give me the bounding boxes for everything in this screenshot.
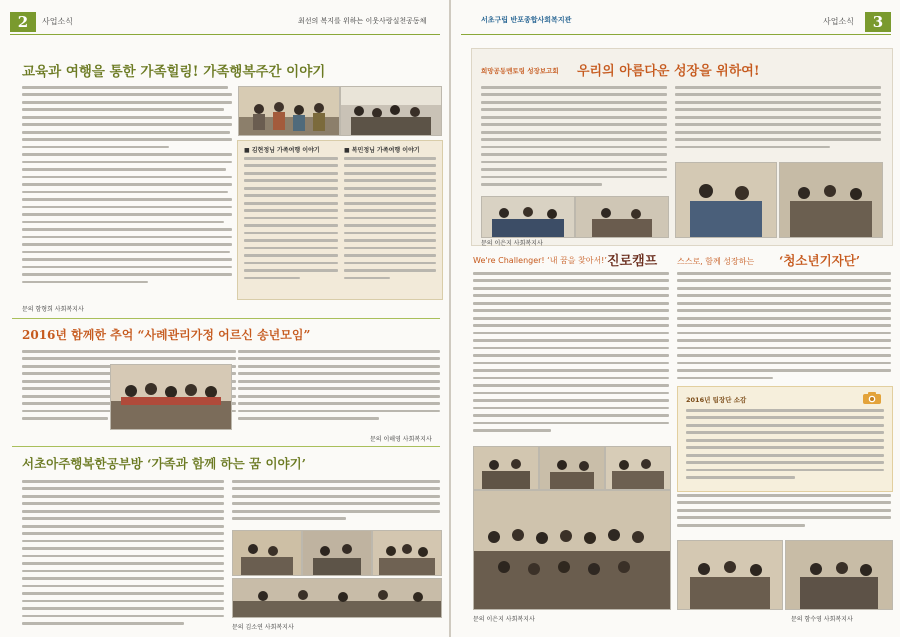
box-title: ■ 복민정님 가족여행 이야기: [344, 147, 420, 154]
box-title-text: 김현정님 가족여행 이야기: [251, 147, 320, 154]
event-photo: [110, 364, 232, 430]
article-kicker: 스스로, 함께 성장하는: [677, 257, 755, 266]
page-tagline: 최선의 복지를 위하는 이웃사랑실천공동체: [298, 17, 427, 25]
article-body: [473, 272, 669, 442]
article-body: [22, 480, 224, 630]
box-title: ■ 김현정님 가족여행 이야기: [244, 147, 320, 154]
event-photo: [779, 162, 883, 238]
article-credit: 문의 함수영 사회복지사: [791, 616, 853, 623]
article-body: [232, 480, 440, 524]
article-credit: 문의 이해영 사회복지사: [370, 436, 432, 443]
article-body: [238, 350, 440, 426]
section-label: 사업소식: [42, 17, 73, 26]
section-divider: [12, 446, 440, 447]
section-label: 사업소식: [823, 17, 854, 26]
event-photo: [473, 490, 671, 610]
box-title-text: 복민정님 가족여행 이야기: [351, 147, 420, 154]
article-kicker: We're Challenger! ‘내 꿈을 찾아서!’: [473, 256, 607, 265]
article-title: 교육과 여행을 통한 가족힐링! 가족행복주간 이야기: [22, 64, 326, 80]
article-kicker: 희망공동멘토링 성장보고회: [481, 67, 559, 75]
box-body: [686, 409, 884, 487]
article-title: 우리의 아름다운 성장을 위하여!: [577, 64, 760, 79]
event-photo: [675, 162, 777, 238]
event-photo: [340, 86, 442, 136]
impressions-box: [677, 386, 893, 492]
event-photo: [575, 196, 669, 238]
article-body: [481, 86, 667, 194]
box-title: 2016년 팀장단 소감: [686, 396, 747, 404]
page-number: 3: [865, 12, 891, 32]
event-photo: [302, 530, 372, 576]
event-photo: [232, 578, 442, 618]
event-photo: [539, 446, 605, 490]
header-rule: [461, 34, 891, 35]
family-trip-box: [237, 140, 443, 300]
page-number: 2: [10, 12, 36, 32]
box-body: [344, 157, 436, 293]
article-title: ‘청소년기자단’: [779, 253, 861, 268]
event-photo: [677, 540, 783, 610]
event-photo: [232, 530, 302, 576]
event-photo: [238, 86, 340, 136]
event-photo: [372, 530, 442, 576]
org-name: 서초구립 반포종합사회복지관: [481, 16, 572, 24]
article-body: [22, 86, 232, 301]
camera-icon: [862, 391, 882, 405]
header-rule: [10, 34, 440, 35]
event-photo: [605, 446, 671, 490]
section-divider: [12, 318, 440, 319]
left-page: [0, 0, 449, 637]
box-body: [244, 157, 338, 293]
article-credit: 문의 김소연 사회복지사: [232, 624, 294, 631]
article-body: [677, 272, 891, 384]
article-credit: 문의 이은지 사회복지사: [473, 616, 535, 623]
event-photo: [473, 446, 539, 490]
event-photo: [481, 196, 575, 238]
right-page: [451, 0, 900, 637]
article-title: 서초아주행복한공부방 ‘가족과 함께 하는 꿈 이야기’: [22, 456, 307, 471]
event-photo: [785, 540, 893, 610]
article-body: [675, 86, 881, 158]
article-title: 2016년 함께한 추억 “사례관리가정 어르신 송년모임”: [22, 328, 311, 342]
article-body: [677, 494, 891, 538]
article-title: 진로캠프: [607, 254, 658, 269]
article-credit: 문의 이은지 사회복지사: [481, 240, 543, 247]
article-credit: 문의 함형희 사회복지사: [22, 306, 84, 313]
